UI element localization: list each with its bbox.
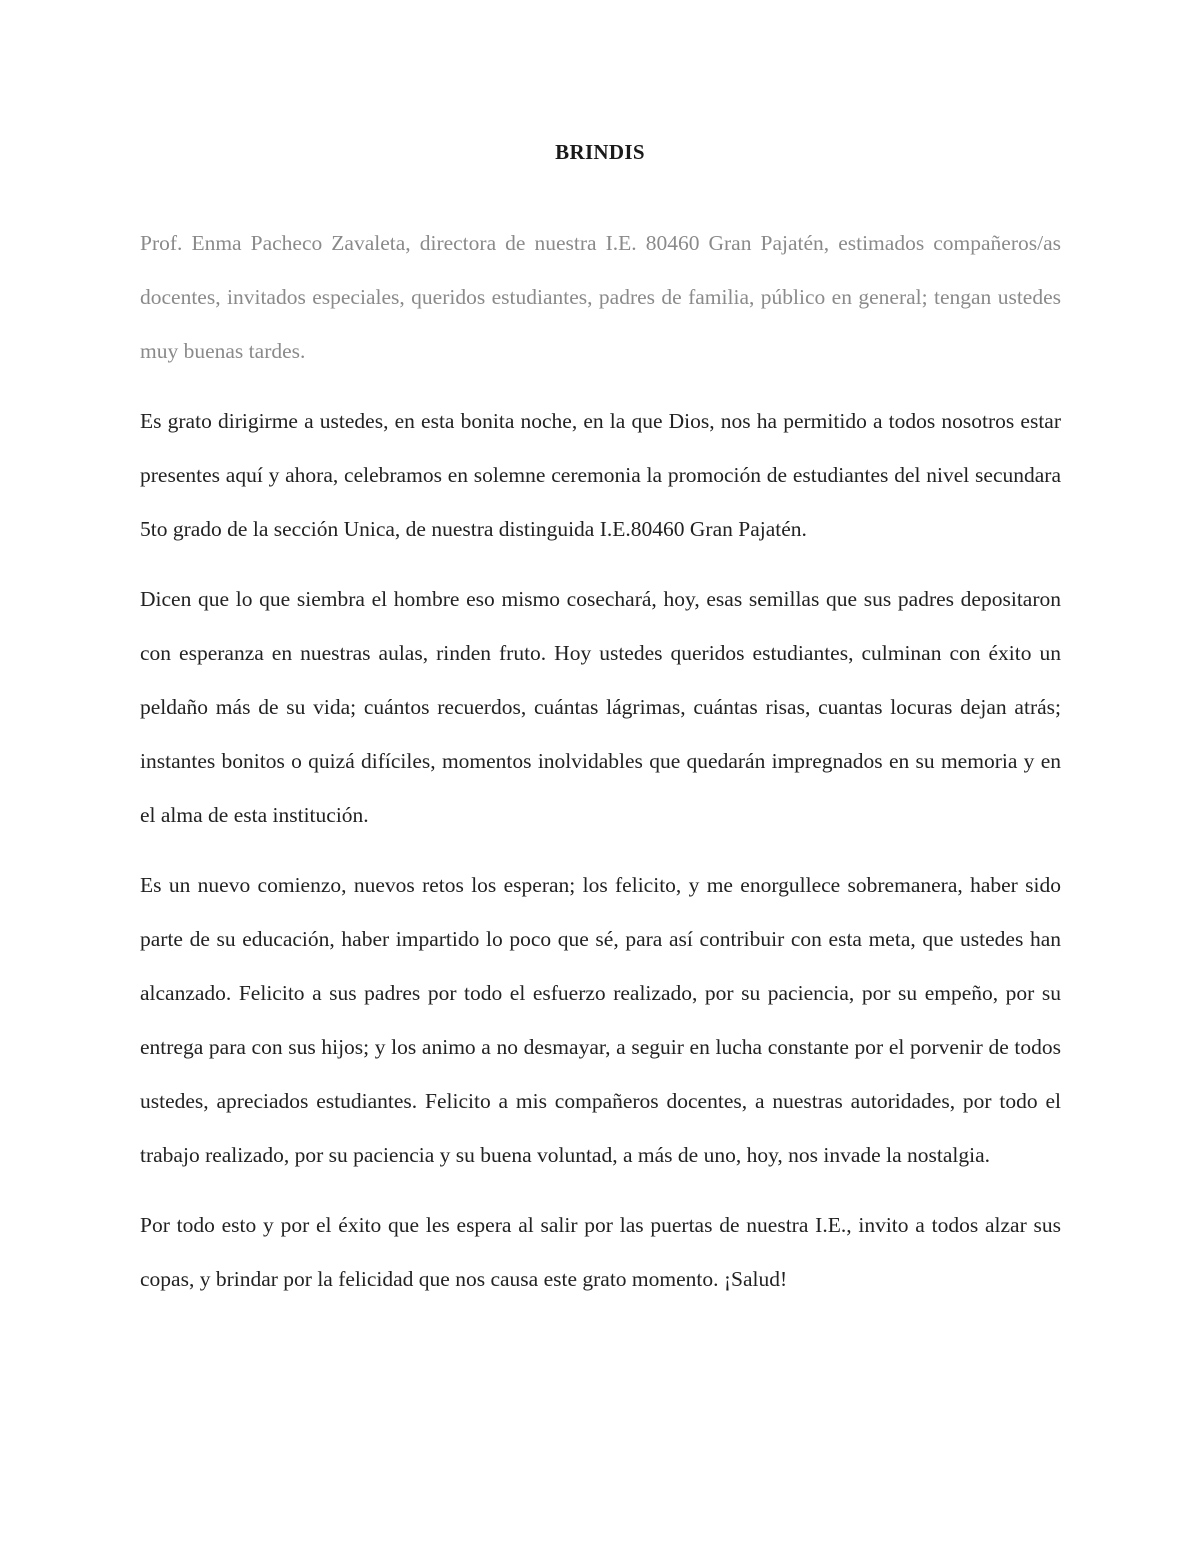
paragraph-introduction: Es grato dirigirme a ustedes, en esta bonita noche, en la que Dios, nos ha permitido a todos nosotros estar presentes aquí y ahora, celebramos en solemne ceremonia la promoción de estudiantes del nivel secundara 5to grado de la sección Unica, de nuestra distinguida I.E.80460 Gran Pajatén. xyxy=(140,409,1061,541)
paragraph-reflection: Dicen que lo que siembra el hombre eso mismo cosechará, hoy, esas semillas que sus padres depositaron con esperanza en nuestras aulas, rinden fruto. Hoy ustedes queridos estudiantes, culminan con éxito un peldaño más de su vida; cuántos recuerdos, cuántas lágrimas, cuántas risas, cuantas locuras dejan atrás; instantes bonitos o quizá difíciles, momentos inolvidables que quedarán impregnados en su memoria y en el alma de esta institución. xyxy=(140,587,1061,827)
paragraph-congratulations: Es un nuevo comienzo, nuevos retos los esperan; los felicito, y me enorgullece sobremanera, haber sido parte de su educación, haber impartido lo poco que sé, para así contribuir con esta meta, que ustedes han alcanzado. Felicito a sus padres por todo el esfuerzo realizado, por su paciencia, por su empeño, por su entrega para con sus hijos; y los animo a no desmayar, a seguir en lucha constante por el porvenir de todos ustedes, apreciados estudiantes. Felicito a mis compañeros docentes, a nuestras autoridades, por todo el trabajo realizado, por su paciencia y su buena voluntad, a más de uno, hoy, nos invade la nostalgia. xyxy=(140,873,1061,1167)
paragraph-toast: Por todo esto y por el éxito que les espera al salir por las puertas de nuestra I.E., invito a todos alzar sus copas, y brindar por la felicidad que nos causa este grato momento. ¡Salud! xyxy=(140,1213,1061,1291)
document-title: BRINDIS xyxy=(555,140,645,164)
paragraph-greeting: Prof. Enma Pacheco Zavaleta, directora de nuestra I.E. 80460 Gran Pajatén, estimados compañeros/as docentes, invitados especiales, queridos estudiantes, padres de familia, público en general; tengan ustedes muy buenas tardes. xyxy=(140,231,1061,363)
document-body xyxy=(140,216,1061,1322)
